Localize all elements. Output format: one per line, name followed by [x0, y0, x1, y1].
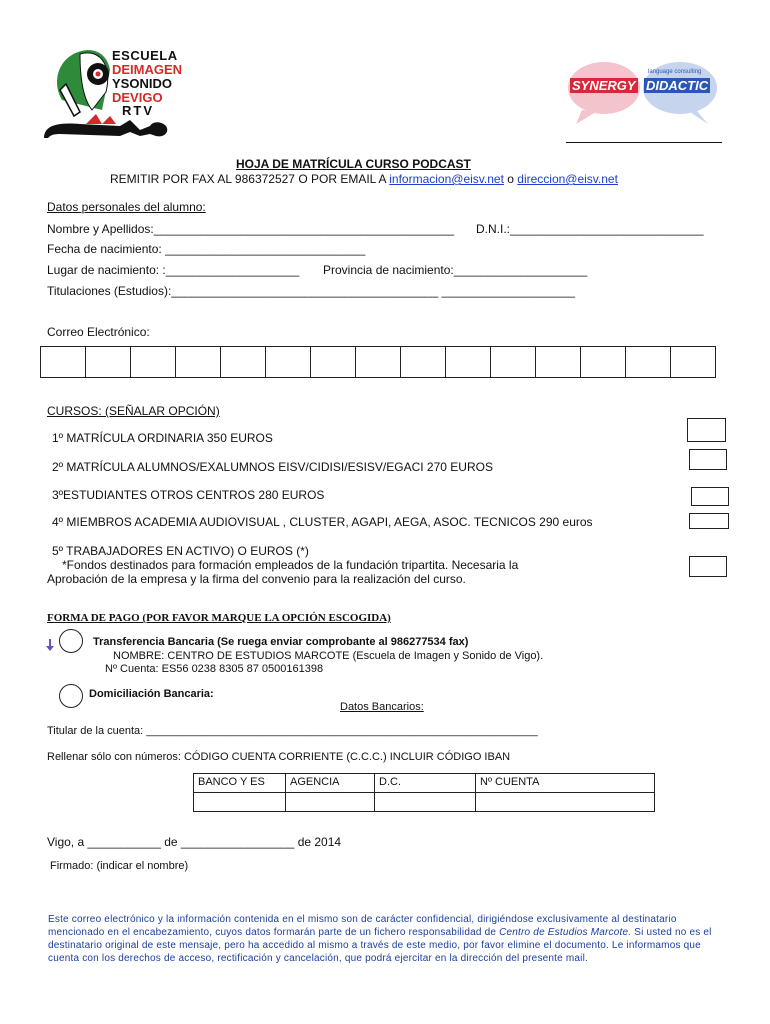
direct-debit-title: Domiciliación Bancaria:	[89, 688, 214, 700]
email-cell[interactable]	[86, 347, 131, 378]
course-option-4: 4º MIEMBROS ACADEMIA AUDIOVISUAL , CLUSTER, AGAPI, AEGA, ASOC. TECNICOS 290 euros	[52, 515, 593, 529]
course-option-5-note-1: *Fondos destinados para formación empleados de la fundación tripartita. Necesaria la	[62, 558, 519, 572]
birthdate-field[interactable]: Fecha de nacimiento: ______________________________	[47, 242, 366, 256]
course-option-5: 5º TRABAJADORES EN ACTIVO) O EUROS (*)	[52, 544, 309, 558]
studies-field[interactable]: Titulaciones (Estudios):________________________________________ ____________________	[47, 284, 576, 298]
date-line[interactable]: Vigo, a ___________ de _________________ de 2014	[47, 835, 342, 849]
name-field[interactable]: Nombre y Apellidos:_____________________________________________	[47, 222, 455, 236]
footer-part-1: Este correo electrónico y la información contenida en el mismo son de carácter confidencial, dirigiéndose exclusivamente al destinatario mencionado en el encabezamiento, cuyos datos formarán parte de un fichero responsabilidad de	[48, 914, 677, 938]
signed-label: Firmado: (indicar el nombre)	[50, 860, 189, 872]
course-checkbox-2[interactable]	[689, 449, 727, 470]
logo-synergy-text: SYNERGY	[572, 78, 636, 93]
bank-header-cuenta: Nº CUENTA	[476, 774, 655, 793]
courses-heading: CURSOS: (SEÑALAR OPCIÓN)	[47, 404, 220, 418]
course-option-3: 3ºESTUDIANTES OTROS CENTROS 280 EUROS	[52, 488, 325, 502]
birthplace-field[interactable]: Lugar de nacimiento: :____________________	[47, 263, 300, 277]
bank-input-agencia[interactable]	[286, 793, 375, 812]
direct-debit-radio[interactable]	[59, 684, 83, 708]
bank-input-dc[interactable]	[375, 793, 476, 812]
course-checkbox-1[interactable]	[687, 418, 726, 442]
province-field[interactable]: Provincia de nacimiento:____________________	[323, 263, 588, 277]
email-cell[interactable]	[626, 347, 671, 378]
course-checkbox-5[interactable]	[689, 556, 727, 577]
course-option-2: 2º MATRÍCULA ALUMNOS/EXALUMNOS EISV/CIDISI/ESISV/EGACI 270 EUROS	[52, 460, 493, 474]
bank-input-banco[interactable]	[194, 793, 286, 812]
course-checkbox-3[interactable]	[691, 487, 729, 506]
bank-data-label: Datos Bancarios:	[340, 701, 424, 713]
email-cell[interactable]	[491, 347, 536, 378]
email-cell[interactable]	[311, 347, 356, 378]
transfer-name: NOMBRE: CENTRO DE ESTUDIOS MARCOTE (Escuela de Imagen y Sonido de Vigo).	[113, 650, 544, 662]
account-holder-field[interactable]: Titular de la cuenta: ________________________________________________________________	[47, 725, 538, 737]
fill-numbers-instruction: Rellenar sólo con números: CÓDIGO CUENTA CORRIENTE (C.C.C.) INCLUIR CÓDIGO IBAN	[47, 751, 511, 763]
bank-input-cuenta[interactable]	[476, 793, 655, 812]
email-cell[interactable]	[671, 347, 716, 378]
email-label: Correo Electrónico:	[47, 325, 150, 339]
email-cell[interactable]	[41, 347, 86, 378]
remit-prefix: REMITIR POR FAX AL 986372527 O POR EMAIL A	[110, 172, 390, 186]
logo-didactic-text: DIDACTIC	[646, 78, 709, 93]
signature-line	[566, 142, 722, 143]
logo-line-2: DEIMAGEN	[112, 62, 183, 77]
logo-line-4: DEVIGO	[112, 90, 163, 105]
bank-account-table	[193, 773, 655, 812]
bank-header-agencia: AGENCIA	[286, 774, 375, 793]
email-link-direccion[interactable]: direccion@eisv.net	[517, 172, 618, 186]
remit-line	[110, 172, 618, 186]
logo-line-1: ESCUELA	[112, 48, 178, 63]
synergy-didactic-logo	[566, 60, 718, 126]
logo-tagline: language consulting	[648, 69, 702, 75]
email-cell[interactable]	[536, 347, 581, 378]
footer-italic: Centro de Estudios Marcote.	[499, 927, 632, 938]
email-cell[interactable]	[131, 347, 176, 378]
course-option-5-note-2: Aprobación de la empresa y la firma del convenio para la realización del curso.	[47, 572, 466, 586]
transfer-title: Transferencia Bancaria (Se ruega enviar comprobante al 986277534 fax)	[93, 636, 469, 648]
personal-data-heading: Datos personales del alumno:	[47, 200, 206, 214]
email-cell[interactable]	[446, 347, 491, 378]
confidentiality-notice	[48, 913, 728, 965]
email-link-informacion[interactable]: informacion@eisv.net	[389, 172, 504, 186]
email-char-grid[interactable]	[40, 346, 716, 378]
payment-heading: FORMA DE PAGO (POR FAVOR MARQUE LA OPCIÓN ESCOGIDA)	[47, 612, 391, 624]
email-cell[interactable]	[221, 347, 266, 378]
email-cell[interactable]	[176, 347, 221, 378]
logo-line-5: RTV	[122, 103, 154, 118]
logo-line-3: YSONIDO	[112, 76, 172, 91]
course-option-1: 1º MATRÍCULA ORDINARIA 350 EUROS	[52, 431, 273, 445]
transfer-account: Nº Cuenta: ES56 0238 8305 87 0500161398	[105, 663, 324, 675]
email-cell[interactable]	[356, 347, 401, 378]
remit-mid: o	[503, 172, 518, 186]
dni-field[interactable]: D.N.I.:_____________________________	[476, 222, 704, 236]
footer-part-2: Si usted no es el destinatario original de este mensaje, pero ha accedido al mismo a través de este medio, por favor elimine el documento. Le informamos que cuenta con los derechos de acceso, rectificación y cancelación, que podrá ejercitar en la dirección del presente mail.	[48, 927, 712, 964]
bank-header-banco: BANCO Y ES	[194, 774, 286, 793]
email-cell[interactable]	[266, 347, 311, 378]
school-logo	[40, 40, 200, 140]
bank-header-dc: D.C.	[375, 774, 476, 793]
course-checkbox-4[interactable]	[689, 513, 729, 529]
transfer-radio[interactable]	[59, 629, 83, 653]
email-cell[interactable]	[581, 347, 626, 378]
email-cell[interactable]	[401, 347, 446, 378]
arrow-down-icon	[46, 639, 54, 651]
page-title: HOJA DE MATRÍCULA CURSO PODCAST	[236, 157, 471, 171]
